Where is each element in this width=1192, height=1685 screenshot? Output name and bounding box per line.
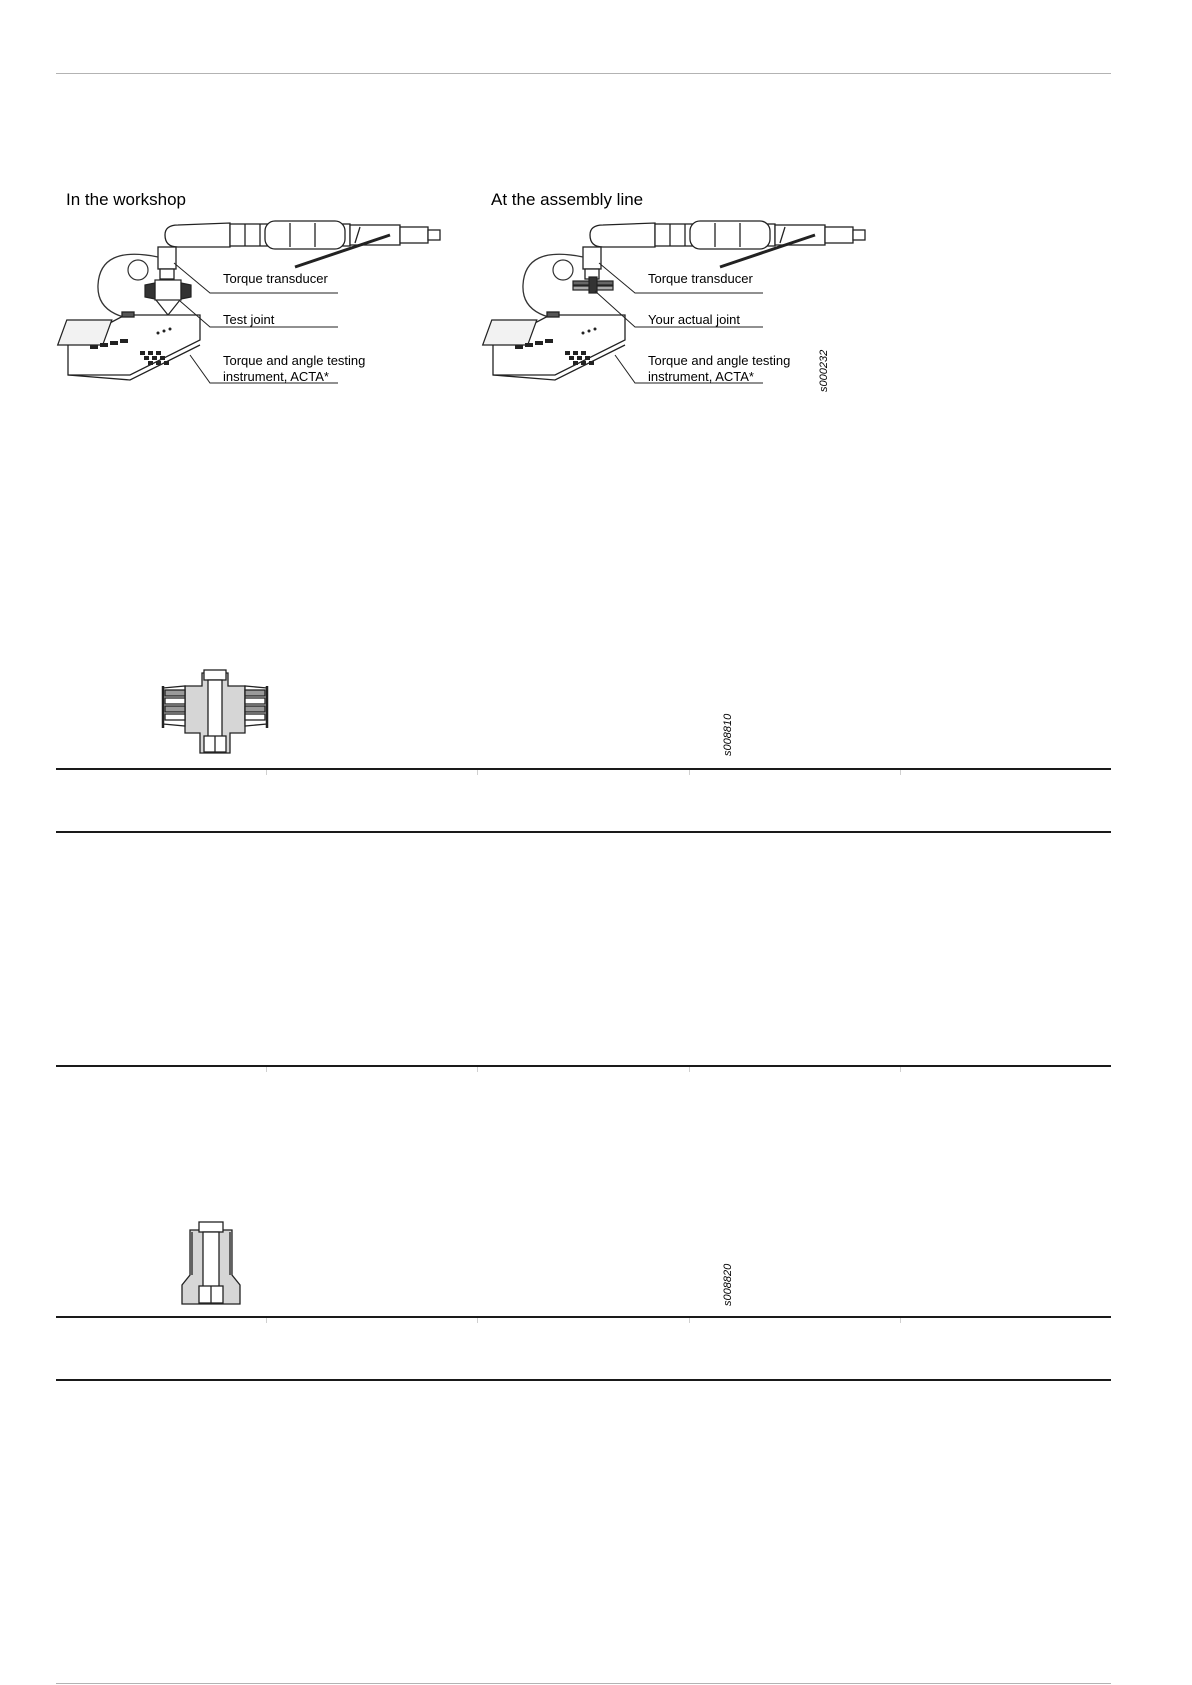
footer-rule: [56, 1683, 1111, 1684]
acta-instrument-icon: [58, 312, 200, 380]
label-instrument-right-2: instrument, ACTA*: [648, 369, 754, 384]
table-column-tick: [266, 770, 267, 775]
label-instrument-left-1: Torque and angle testing: [223, 353, 366, 368]
table-column-tick: [266, 1067, 267, 1072]
table-column-tick: [477, 1318, 478, 1323]
image-code: s000232: [818, 349, 830, 392]
table-rule: [56, 1316, 1111, 1318]
label-actual-joint: Your actual joint: [648, 312, 741, 327]
table-rule: [56, 768, 1111, 770]
table-column-tick: [689, 1067, 690, 1072]
table-column-tick: [900, 1318, 901, 1323]
image-code: s008820: [722, 1263, 734, 1306]
table-rule: [56, 831, 1111, 833]
panel-title-assembly-line: At the assembly line: [491, 190, 644, 209]
test-joint-icon: [145, 280, 191, 315]
actual-joint-icon: [573, 277, 613, 293]
image-code: s008810: [722, 713, 734, 756]
table-rule: [56, 1065, 1111, 1067]
label-torque-transducer-right: Torque transducer: [648, 271, 753, 286]
label-torque-transducer-left: Torque transducer: [223, 271, 328, 286]
header-rule: [56, 73, 1111, 74]
table-rule: [56, 1379, 1111, 1381]
table-column-tick: [689, 1318, 690, 1323]
table-column-tick: [266, 1318, 267, 1323]
table-column-tick: [477, 1067, 478, 1072]
label-test-joint: Test joint: [223, 312, 275, 327]
soft-joint-icon: [160, 668, 275, 758]
table-column-tick: [900, 1067, 901, 1072]
table-column-tick: [900, 770, 901, 775]
table-column-tick: [477, 770, 478, 775]
hard-joint-icon: [180, 1220, 242, 1306]
panel-title-workshop: In the workshop: [66, 190, 187, 209]
table-column-tick: [689, 770, 690, 775]
acta-instrument-icon: [483, 312, 625, 380]
label-instrument-right-1: Torque and angle testing: [648, 353, 791, 368]
label-instrument-left-2: instrument, ACTA*: [223, 369, 329, 384]
